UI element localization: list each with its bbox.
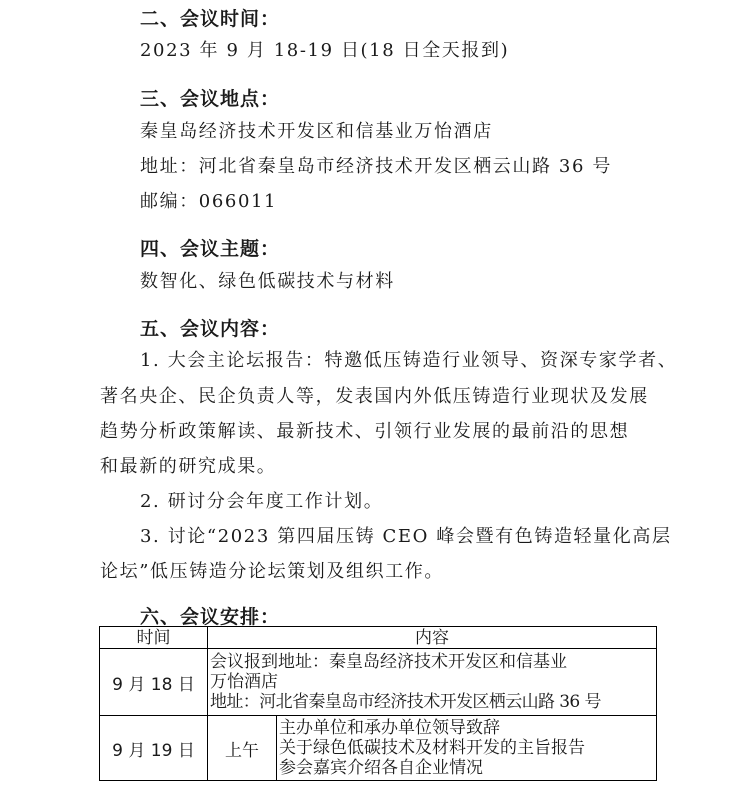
theme-text: 数智化、绿色低碳技术与材料 bbox=[140, 271, 395, 292]
schedule-table bbox=[99, 626, 657, 781]
section-heading-time: 二、会议时间： bbox=[140, 8, 281, 30]
schedule-content-line: 参会嘉宾介绍各自企业情况 bbox=[279, 758, 483, 778]
table-row bbox=[100, 716, 657, 781]
content-item-3-line: 3. 讨论“2023 第四届压铸 CEO 峰会暨有色铸造轻量化高层 bbox=[140, 526, 672, 547]
schedule-content-line: 关于绿色低碳技术及材料开发的主旨报告 bbox=[279, 738, 585, 758]
section-heading-schedule: 六、会议安排： bbox=[140, 606, 281, 628]
meeting-time-text: 2023 年 9 月 18-19 日(18 日全天报到) bbox=[140, 40, 510, 61]
content-item-1-line: 1. 大会主论坛报告：特邀低压铸造行业领导、资深专家学者、 bbox=[140, 350, 678, 371]
schedule-content-line: 会议报到地址：秦皇岛经济技术开发区和信基业 bbox=[210, 652, 567, 672]
content-item-2: 2. 研讨分会年度工作计划。 bbox=[140, 491, 384, 512]
table-row bbox=[100, 649, 657, 716]
schedule-content-line: 地址：河北省秦皇岛市经济技术开发区栖云山路 36 号 bbox=[210, 692, 601, 712]
section-heading-venue: 三、会议地点： bbox=[140, 88, 281, 110]
column-header-time: 时间 bbox=[100, 627, 208, 649]
schedule-date-cell: 9 月 19 日 bbox=[100, 716, 208, 781]
venue-postcode: 邮编：066011 bbox=[140, 191, 278, 212]
venue-address: 地址：河北省秦皇岛市经济技术开发区栖云山路 36 号 bbox=[140, 156, 612, 177]
schedule-content-line: 主办单位和承办单位领导致辞 bbox=[279, 718, 500, 738]
schedule-date-cell: 9 月 18 日 bbox=[100, 649, 208, 716]
schedule-content-cell bbox=[277, 716, 657, 781]
schedule-content-cell bbox=[208, 649, 657, 716]
schedule-period-cell: 上午 bbox=[208, 716, 277, 781]
schedule-content-line: 万怡酒店 bbox=[210, 672, 278, 692]
content-item-1-line: 趋势分析政策解读、最新技术、引领行业发展的最前沿的思想 bbox=[100, 421, 630, 442]
schedule-header-row bbox=[100, 627, 657, 649]
content-item-1-line: 著名央企、民企负责人等，发表国内外低压铸造行业现状及发展 bbox=[100, 386, 649, 407]
content-item-1-line: 和最新的研究成果。 bbox=[100, 456, 277, 477]
section-heading-theme: 四、会议主题： bbox=[140, 238, 281, 260]
venue-name: 秦皇岛经济技术开发区和信基业万怡酒店 bbox=[140, 121, 493, 142]
section-heading-content: 五、会议内容： bbox=[140, 318, 281, 340]
content-item-3-line: 论坛”低压铸造分论坛策划及组织工作。 bbox=[100, 561, 445, 582]
column-header-content: 内容 bbox=[208, 627, 657, 649]
